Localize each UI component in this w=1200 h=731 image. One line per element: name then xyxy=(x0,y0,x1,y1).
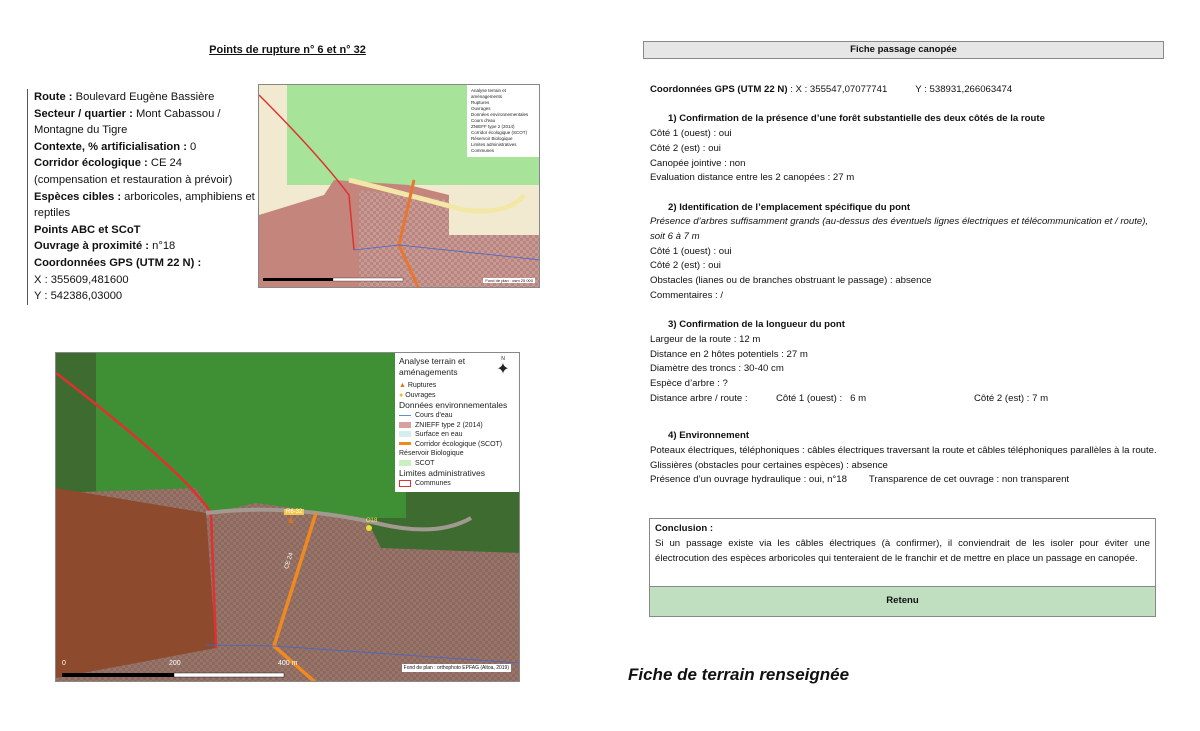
legend-admin: Limites administratives xyxy=(471,142,517,147)
label: Ruptures xyxy=(407,382,437,389)
s1-line: Côté 1 (ouest) : oui xyxy=(650,128,732,140)
legend-cours: Cours d'eau xyxy=(471,118,496,123)
label: Corridor écologique : xyxy=(34,157,148,170)
conclusion-text: Si un passage existe via les câbles électriques (à confirmer), il conviendrait de les isoler pour éviter une électrocution des espèces arboricoles qui tenteraient de le franchir et de mettre en place un passage en canopée. xyxy=(655,537,1150,564)
s3-distance xyxy=(650,392,1160,407)
label: Coordonnées GPS (UTM 22 N) : xyxy=(34,256,202,269)
document-title: Points de rupture n° 6 et n° 32 xyxy=(209,44,366,56)
value: n°18 xyxy=(149,240,176,253)
legend-cours xyxy=(399,411,515,421)
legend-env: Données environnementales xyxy=(471,112,529,117)
s1-line: Evaluation distance entre les 2 canopées : 27 m xyxy=(650,172,855,184)
legend-communes xyxy=(399,479,515,489)
conclusion-content xyxy=(650,519,1155,586)
gps-y: Y : 538931,266063474 xyxy=(915,84,1013,95)
value: 0 xyxy=(186,140,197,153)
legend-header xyxy=(399,356,515,378)
s3-line: Distance en 2 hôtes potentiels : 27 m xyxy=(650,348,808,360)
legend-title: Analyse terrain et aménagements xyxy=(471,88,507,99)
s2-line: Côté 2 (est) : oui xyxy=(650,260,721,272)
legend-reservoir: Réservoir Biologique xyxy=(399,450,464,457)
scale-400: 400 m xyxy=(278,660,298,667)
legend-ouvrages: Ouvrages xyxy=(471,106,491,111)
section-1-title: 1) Confirmation de la présence d’une forêt substantielle des deux côtés de la route xyxy=(668,113,1045,125)
value: Mont Cabassou / Montagne du Tigre xyxy=(34,107,221,137)
legend-corridor xyxy=(399,440,515,450)
label: Corridor écologique (SCOT) xyxy=(415,440,503,448)
transparence: Transparence de cet ouvrage : non transparent xyxy=(868,474,1070,486)
legend-ouvrages xyxy=(399,391,515,401)
triangle-icon: ▲ xyxy=(399,382,408,389)
ouvrage-marker-icon xyxy=(366,525,372,531)
section-2-title: 2) Identification de l’emplacement spécifique du pont xyxy=(668,201,911,213)
gps-x-group xyxy=(650,83,887,98)
label: Cours d'eau xyxy=(415,412,453,419)
s2-line: Côté 1 (ouest) : oui xyxy=(650,245,732,257)
ouvrage-label: O18 xyxy=(366,518,378,524)
gps-line xyxy=(650,83,1160,98)
aerial-map-legend xyxy=(395,353,519,492)
status-badge: Retenu xyxy=(650,586,1155,616)
gps-x: X : 355609,481600 xyxy=(34,273,129,286)
compass-rose-icon: ✦ xyxy=(496,361,510,378)
legend-ruptures xyxy=(399,381,515,391)
caption: Fiche de terrain renseignée xyxy=(628,664,850,684)
field-corridor xyxy=(34,155,257,188)
label: Distance arbre / route : xyxy=(650,392,748,404)
legend-znieff: ZNIEFF type 2 (2014) xyxy=(471,124,515,129)
overview-map xyxy=(258,84,540,288)
north-label: N xyxy=(501,356,505,362)
label: Ouvrage à proximité : xyxy=(34,240,150,253)
field-especes xyxy=(34,189,257,222)
label: Ouvrages xyxy=(405,391,436,399)
value: Boulevard Eugène Bassière xyxy=(72,91,215,103)
circle-icon: ● xyxy=(399,391,406,399)
label: ZNIEFF type 2 (2014) xyxy=(415,421,483,429)
label: Surface en eau xyxy=(415,431,463,438)
label: Route : xyxy=(34,91,73,103)
label: Points ABC et SCoT xyxy=(34,223,141,236)
gps-x: : X : 355547,07077741 xyxy=(787,84,888,95)
legend-env: Données environnementales xyxy=(399,400,508,410)
s3-line: Espèce d’arbre : ? xyxy=(650,378,728,390)
sheet-header: Fiche passage canopée xyxy=(643,41,1164,59)
label: Communes xyxy=(415,480,451,487)
field-contexte xyxy=(34,139,257,156)
s4-ouvrage xyxy=(650,473,1160,488)
field-secteur xyxy=(34,106,257,139)
legend-znieff xyxy=(399,421,515,431)
map-source: Fond de plan : orthophoto EPFAG (Altoa, 2019) xyxy=(403,665,509,671)
s4-line: Poteaux électriques, téléphoniques : câbles électriques traversant la route et câbles téléphoniques parallèles à la route. xyxy=(650,444,1157,456)
scale-200: 200 xyxy=(169,660,181,667)
label: SCOT xyxy=(415,459,435,467)
legend-scot xyxy=(399,459,515,469)
label: Secteur / quartier : xyxy=(34,107,133,120)
s2-line: Commentaires : / xyxy=(650,289,724,301)
legend-title: Analyse terrain et aménagements xyxy=(399,356,466,377)
rupture-label: R6-32 xyxy=(286,509,303,515)
overview-source: Fond de plan : osm 25 000 xyxy=(485,278,533,283)
legend-admin: Limites administratives xyxy=(399,468,485,478)
section-4-title: 4) Environnement xyxy=(668,430,750,442)
label: Espèces cibles : xyxy=(34,190,122,203)
s2-italic: Présence d’arbres suffisamment grands (au-dessus des éventuels lignes électriques et télécommunication et / route), soit 6 à 7 m xyxy=(650,216,1149,242)
field-points xyxy=(34,222,257,239)
corridor-label: CE 24 xyxy=(283,552,295,570)
legend-corridor: Corridor écologique (SCOT) xyxy=(471,130,528,135)
s4-line: Glissières (obstacles pour certaines espèces) : absence xyxy=(650,459,888,471)
conclusion-label: Conclusion : xyxy=(655,522,714,534)
legend-ruptures: Ruptures xyxy=(471,100,490,105)
gps-y: Y : 542386,03000 xyxy=(34,290,123,303)
dist-c2: Côté 2 (est) : 7 m xyxy=(974,392,1049,404)
section-3-title: 3) Confirmation de la longueur du pont xyxy=(668,319,845,331)
legend-reservoir: Réservoir Biologique xyxy=(471,136,513,141)
s2-line: Obstacles (lianes ou de branches obstruant le passage) : absence xyxy=(650,275,932,287)
overview-map-legend xyxy=(467,85,539,157)
value: arboricoles, amphibiens et reptiles xyxy=(34,190,255,220)
aerial-map xyxy=(55,352,520,682)
dist-c1: Côté 1 (ouest) : 6 m xyxy=(776,392,867,404)
scale-0: 0 xyxy=(62,660,66,667)
field-route xyxy=(34,89,257,106)
legend-communes: Communes xyxy=(471,148,495,153)
s3-line: Diamètre des troncs : 30-40 cm xyxy=(650,363,784,375)
sheet-body xyxy=(650,83,1160,488)
field-gps xyxy=(34,255,257,272)
compass xyxy=(491,356,515,378)
s1-line: Côté 2 (est) : oui xyxy=(650,142,721,154)
right-column xyxy=(628,83,1168,685)
ouvrage: Présence d’un ouvrage hydraulique : oui, n°18 xyxy=(650,474,847,486)
s3-line: Largeur de la route : 12 m xyxy=(650,333,761,345)
label: Contexte, % artificialisation : xyxy=(34,140,187,153)
value: CE 24 (compensation et restauration à prévoir) xyxy=(34,157,233,186)
legend-surface xyxy=(399,430,515,440)
gps-label: Coordonnées GPS (UTM 22 N) xyxy=(650,84,788,95)
conclusion-box xyxy=(649,518,1156,617)
field-ouvrage xyxy=(34,238,257,255)
site-info xyxy=(27,89,257,305)
s1-line: Canopée jointive : non xyxy=(650,157,746,169)
